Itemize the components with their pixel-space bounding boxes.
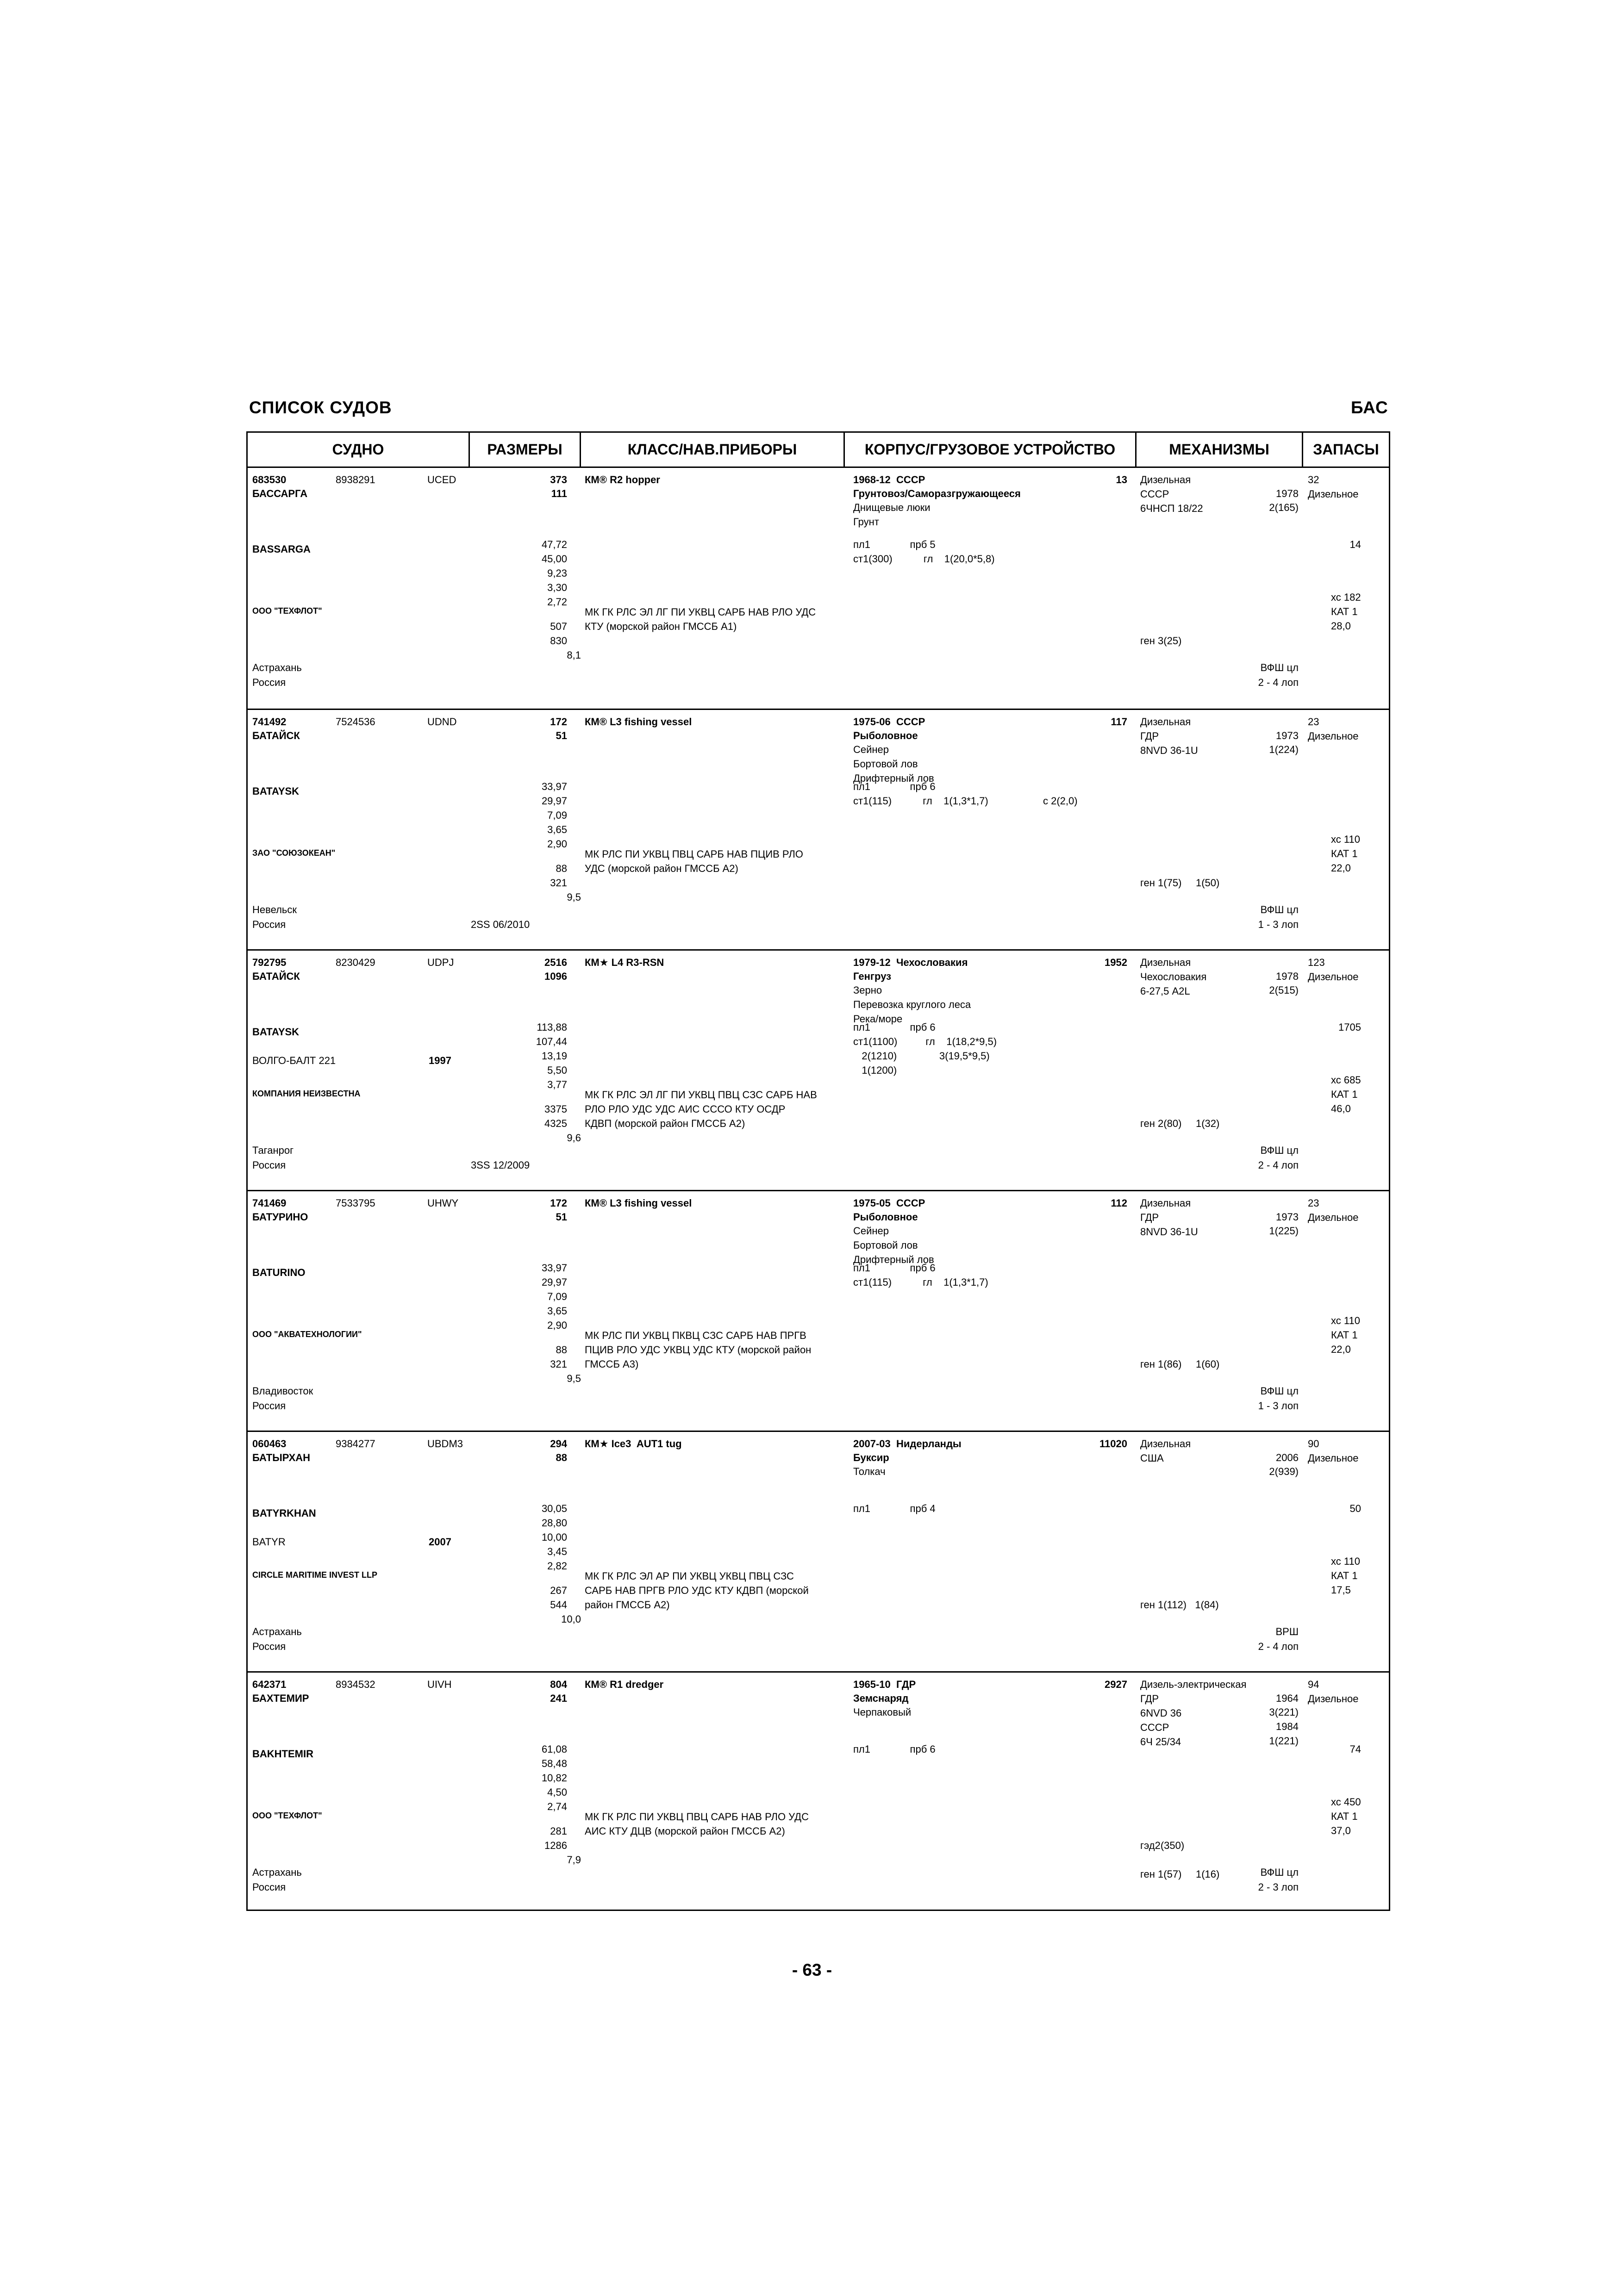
ship-name-latin: BATYRKHAN <box>252 1507 316 1519</box>
dimension-value: 2,82 <box>547 1560 567 1572</box>
engine-info: Дизельная Чехословакия 6-27,5 A2L <box>1140 957 1207 997</box>
class-notation: КМ® L3 fishing vessel <box>585 1197 692 1209</box>
dimension-value: 3,65 <box>547 1305 567 1317</box>
dimension-value: 47,72 <box>541 539 567 550</box>
ship-name: БАТАЙСК <box>252 971 300 982</box>
class-notation: КМ® R2 hopper <box>585 474 660 485</box>
port: Астрахань <box>252 662 302 673</box>
engine-info: Дизельная ГДР 8NVD 36-1U <box>1140 1197 1198 1238</box>
dimension-value: 1286 <box>544 1840 567 1851</box>
country: Россия <box>252 677 286 688</box>
blades: 2 - 4 лоп <box>1258 1159 1299 1171</box>
dimension-value: 8,1 <box>567 649 581 661</box>
dimension-value: 281 <box>550 1825 567 1837</box>
ship-name: БАТЫРХАН <box>252 1452 311 1463</box>
imo-number: 8934532 <box>336 1679 375 1690</box>
hull-decks: пл1 прб 4 <box>853 1503 936 1514</box>
ship-name-latin: BATAYSK <box>252 785 300 797</box>
engine-info: Дизельная СССР 6ЧНСП 18/22 <box>1140 474 1203 514</box>
dimension-value: 830 <box>550 635 567 647</box>
owner: ООО "ТЕХФЛОТ" <box>252 1811 322 1820</box>
nav-equipment: МК ГК РЛС ЭЛ ЛГ ПИ УКВЦ САРБ НАВ РЛО УДС КТУ (морской район ГМССБ A1) <box>585 606 816 632</box>
hull-number: 112 <box>1111 1197 1127 1209</box>
blades: 1 - 3 лоп <box>1258 1400 1299 1412</box>
engine-power: 2(165) <box>1269 502 1299 513</box>
hull-number: 13 <box>1116 474 1127 485</box>
call-sign: UHWY <box>427 1197 459 1209</box>
col-ship: СУДНО <box>248 433 470 468</box>
ship-record <box>248 949 1389 1190</box>
hull-description: Черпаковый <box>853 1706 912 1718</box>
dimension-value: 507 <box>550 621 567 632</box>
dimension-value: 29,97 <box>541 1276 567 1288</box>
dimension-value: 107,44 <box>536 1036 567 1047</box>
dimension-value: 10,0 <box>561 1613 581 1625</box>
dimension-value: 3,45 <box>547 1546 567 1557</box>
generators: ген 1(86) 1(60) <box>1140 1358 1220 1370</box>
port: Невельск <box>252 904 297 915</box>
reg-number: 741492 <box>252 716 287 728</box>
hull-number: 1952 <box>1105 957 1127 968</box>
survey: 3SS 12/2009 <box>471 1159 530 1171</box>
hull-type: Буксир <box>853 1452 889 1463</box>
call-sign: UDPJ <box>427 957 454 968</box>
dimension-value: 5,50 <box>547 1064 567 1076</box>
ship-record <box>248 1190 1389 1431</box>
engine-year: 1978 <box>1276 971 1299 982</box>
dimension-value: 88 <box>556 863 567 874</box>
supply-details: хс 685 КАТ 1 46,0 <box>1331 1074 1361 1114</box>
fuel-type: 123 Дизельное <box>1308 957 1359 983</box>
generators: ген 1(75) 1(50) <box>1140 877 1220 889</box>
dimension-value: 544 <box>550 1599 567 1611</box>
blades: 1 - 3 лоп <box>1258 919 1299 930</box>
survey: 2SS 06/2010 <box>471 919 530 930</box>
ship-record <box>248 1431 1389 1671</box>
generators: ген 1(112) 1(84) <box>1140 1599 1219 1611</box>
hull-type: Генгруз <box>853 971 892 982</box>
dimension-value: 321 <box>550 1358 567 1370</box>
dimension-value: 10,00 <box>541 1531 567 1543</box>
hull-build: 1968-12 СССР <box>853 474 925 485</box>
class-notation: КМ® R1 dredger <box>585 1679 664 1690</box>
reg-number: 642371 <box>252 1679 287 1690</box>
dimension-value: 10,82 <box>541 1772 567 1784</box>
hull-extra: с 2(2,0) <box>1043 795 1078 807</box>
port: Астрахань <box>252 1626 302 1637</box>
ship-name-latin: BAKHTEMIR <box>252 1748 313 1760</box>
engine-info: Дизельная ГДР 8NVD 36-1U <box>1140 716 1198 756</box>
propeller: ВФШ цл <box>1260 1145 1299 1156</box>
dimension-value: 9,6 <box>567 1132 581 1144</box>
dimension-value: 7,09 <box>547 1291 567 1302</box>
ship-record <box>248 468 1389 709</box>
ship-record <box>248 1671 1389 1912</box>
dimension-value: 3,30 <box>547 582 567 593</box>
hull-description: Сейнер Бортовой лов Дрифтерный лов <box>853 1225 934 1265</box>
dimension-value: 2,74 <box>547 1801 567 1812</box>
fuel-type: 32 Дизельное <box>1308 474 1359 500</box>
dimension-value: 9,23 <box>547 567 567 579</box>
fuel-type: 23 Дизельное <box>1308 716 1359 742</box>
owner: CIRCLE MARITIME INVEST LLP <box>252 1570 377 1580</box>
col-supplies: ЗАПАСЫ <box>1303 433 1389 468</box>
hull-build: 2007-03 Нидерланды <box>853 1438 962 1450</box>
engine-year: 2006 <box>1276 1452 1299 1463</box>
reg-number: 060463 <box>252 1438 287 1450</box>
dimension-value: 88 <box>556 1344 567 1356</box>
dimension-value: 111 <box>551 488 567 499</box>
dimension-value: 2,90 <box>547 1319 567 1331</box>
country: Россия <box>252 1641 286 1652</box>
dimension-value: 172 <box>550 716 567 728</box>
supply-capacity: 74 <box>1349 1743 1361 1755</box>
ship-name: БАХТЕМИР <box>252 1692 309 1704</box>
blades: 2 - 3 лоп <box>1258 1881 1299 1893</box>
engine-power: 1(224) <box>1269 744 1299 755</box>
owner: КОМПАНИЯ НЕИЗВЕСТНА <box>252 1089 361 1098</box>
owner: ООО "ТЕХФЛОТ" <box>252 606 322 616</box>
hull-description: Днищевые люки Грунт <box>853 502 931 528</box>
hull-number: 117 <box>1111 716 1127 728</box>
imo-number: 8230429 <box>336 957 375 968</box>
engine-power: 2(515) <box>1269 984 1299 996</box>
dimension-value: 172 <box>550 1197 567 1209</box>
dimension-value: 29,97 <box>541 795 567 807</box>
nav-equipment: МК ГК РЛС ПИ УКВЦ ПВЦ САРБ НАВ РЛО УДС АИС КТУ ДЦВ (морской район ГМССБ A2) <box>585 1811 809 1837</box>
dimension-value: 294 <box>550 1438 567 1450</box>
dimension-value: 241 <box>550 1692 567 1704</box>
dimension-value: 88 <box>556 1452 567 1463</box>
former-name-year: 2007 <box>429 1536 451 1548</box>
fuel-type: 23 Дизельное <box>1308 1197 1359 1223</box>
generators: ген 3(25) <box>1140 635 1182 647</box>
engine-power: 2(939) <box>1269 1466 1299 1477</box>
dimension-value: 33,97 <box>541 781 567 792</box>
engine-year: 1978 <box>1276 488 1299 499</box>
dimension-value: 7,9 <box>567 1854 581 1866</box>
supply-capacity: 50 <box>1349 1503 1361 1514</box>
col-machinery: МЕХАНИЗМЫ <box>1137 433 1303 468</box>
hull-decks: пл1 прб 6 ст1(115) гл 1(1,3*1,7) <box>853 1262 988 1288</box>
former-name: ВОЛГО-БАЛТ 221 <box>252 1055 336 1066</box>
propeller: ВФШ цл <box>1260 1385 1299 1397</box>
blades: 2 - 4 лоп <box>1258 677 1299 688</box>
dimension-value: 373 <box>550 474 567 485</box>
page-number: - 63 - <box>792 1960 832 1979</box>
dimension-value: 1096 <box>544 971 567 982</box>
hull-decks: пл1 прб 5 ст1(300) гл 1(20,0*5,8) <box>853 539 995 565</box>
hull-description: Зерно Перевозка круглого леса Река/море <box>853 984 971 1025</box>
dimension-value: 113,88 <box>537 1021 567 1033</box>
port: Таганрог <box>252 1145 294 1156</box>
dimension-value: 2,72 <box>547 596 567 608</box>
dimension-value: 33,97 <box>541 1262 567 1274</box>
supply-details: хс 450 КАТ 1 37,0 <box>1331 1796 1361 1836</box>
dimension-value: 3375 <box>544 1103 567 1115</box>
ship-record <box>248 709 1389 949</box>
country: Россия <box>252 1881 286 1893</box>
call-sign: UBDM3 <box>427 1438 463 1450</box>
call-sign: UIVH <box>427 1679 452 1690</box>
ship-name: БАТУРИНО <box>252 1211 308 1223</box>
ship-name-latin: BATURINO <box>252 1267 306 1278</box>
col-class: КЛАСС/НАВ.ПРИБОРЫ <box>581 433 845 468</box>
generators: гэд2(350) ген 1(57) 1(16) <box>1140 1840 1220 1880</box>
former-name-year: 1997 <box>429 1055 451 1066</box>
hull-number: 11020 <box>1099 1438 1127 1450</box>
dimension-value: 51 <box>556 730 567 741</box>
imo-number: 7524536 <box>336 716 375 728</box>
engine-year: 1973 <box>1276 1211 1299 1223</box>
propeller: ВРШ <box>1275 1626 1299 1637</box>
hull-decks: пл1 прб 6 ст1(115) гл 1(1,3*1,7) <box>853 781 988 807</box>
class-notation: КМ® L3 fishing vessel <box>585 716 692 728</box>
imo-number: 7533795 <box>336 1197 375 1209</box>
hull-number: 2927 <box>1105 1679 1127 1690</box>
port: Астрахань <box>252 1867 302 1878</box>
dimension-value: 9,5 <box>567 1373 581 1384</box>
dimension-value: 58,48 <box>541 1758 567 1769</box>
hull-description: Сейнер Бортовой лов Дрифтерный лов <box>853 744 934 784</box>
dimension-value: 2516 <box>544 957 567 968</box>
hull-type: Земснаряд <box>853 1692 909 1704</box>
nav-equipment: МК РЛС ПИ УКВЦ ПКВЦ СЗС САРБ НАВ ПРГВ ПЦИВ РЛО УДС УКВЦ УДС КТУ (морской район ГМССБ A3) <box>585 1330 812 1370</box>
hull-decks: пл1 прб 6 ст1(1100) гл 1(18,2*9,5) 2(1210) 3(19,5*9,5) 1(1200) <box>853 1021 997 1076</box>
dimension-value: 9,5 <box>567 891 581 903</box>
class-notation: КМ★ L4 R3-RSN <box>585 957 664 968</box>
supply-details: хс 182 КАТ 1 28,0 <box>1331 591 1361 632</box>
supply-details: хс 110 КАТ 1 22,0 <box>1331 1315 1360 1355</box>
call-sign: UCED <box>427 474 456 485</box>
hull-type: Рыболовное <box>853 1211 918 1223</box>
engine-power: 3(221) 1984 1(221) <box>1269 1706 1299 1747</box>
ship-name-latin: BATAYSK <box>252 1026 300 1038</box>
nav-equipment: МК ГК РЛС ЭЛ АР ПИ УКВЦ УКВЦ ПВЦ СЗС САРБ НАВ ПРГВ РЛО УДС КТУ КДВП (морской район ГМССБ A2) <box>585 1570 809 1611</box>
dimension-value: 267 <box>550 1585 567 1596</box>
ship-name-latin: BASSARGA <box>252 543 311 555</box>
document-title: СПИСОК СУДОВ <box>249 398 392 417</box>
hull-decks: пл1 прб 6 <box>853 1743 936 1755</box>
dimension-value: 2,90 <box>547 838 567 850</box>
supply-capacity: 14 <box>1349 539 1361 550</box>
dimension-value: 45,00 <box>541 553 567 565</box>
ship-name: БАССАРГА <box>252 488 308 499</box>
supply-details: хс 110 КАТ 1 17,5 <box>1331 1556 1360 1596</box>
engine-info: Дизель-электрическая ГДР 6NVD 36 СССР 6Ч 25/34 <box>1140 1679 1247 1748</box>
ship-table <box>246 431 1390 1911</box>
ship-name: БАТАЙСК <box>252 730 300 741</box>
dimension-value: 3,77 <box>547 1079 567 1090</box>
col-dimensions: РАЗМЕРЫ <box>470 433 581 468</box>
hull-build: 1975-05 СССР <box>853 1197 925 1209</box>
imo-number: 9384277 <box>336 1438 375 1450</box>
propeller: ВФШ цл <box>1260 904 1299 915</box>
propeller: ВФШ цл <box>1260 662 1299 673</box>
supply-details: хс 110 КАТ 1 22,0 <box>1331 834 1360 874</box>
dimension-value: 4,50 <box>547 1786 567 1798</box>
port: Владивосток <box>252 1385 313 1397</box>
owner: ЗАО "СОЮЗОКЕАН" <box>252 848 336 858</box>
dimension-value: 61,08 <box>541 1743 567 1755</box>
dimension-value: 4325 <box>544 1118 567 1129</box>
nav-equipment: МК ГК РЛС ЭЛ ЛГ ПИ УКВЦ ПВЦ СЗС САРБ НАВ РЛО РЛО УДС УДС АИС СССО КТУ ОСДР КДВП (морской район ГМССБ A2) <box>585 1089 817 1129</box>
hull-build: 1975-06 СССР <box>853 716 925 728</box>
engine-power: 1(225) <box>1269 1225 1299 1237</box>
reg-number: 792795 <box>252 957 287 968</box>
supply-capacity: 1705 <box>1338 1021 1361 1033</box>
country: Россия <box>252 1159 286 1171</box>
dimension-value: 3,65 <box>547 824 567 835</box>
generators: ген 2(80) 1(32) <box>1140 1118 1220 1129</box>
imo-number: 8938291 <box>336 474 375 485</box>
class-notation: КМ★ Ice3 AUT1 tug <box>585 1438 682 1450</box>
blades: 2 - 4 лоп <box>1258 1641 1299 1652</box>
country: Россия <box>252 919 286 930</box>
hull-type: Грунтовоз/Саморазгружающееся <box>853 488 1021 499</box>
engine-info: Дизельная США <box>1140 1438 1191 1464</box>
reg-number: 741469 <box>252 1197 287 1209</box>
call-sign: UDND <box>427 716 457 728</box>
hull-build: 1979-12 Чехословакия <box>853 957 968 968</box>
section-code: БАС <box>1351 398 1388 417</box>
hull-type: Рыболовное <box>853 730 918 741</box>
owner: ООО "АКВАТЕХНОЛОГИИ" <box>252 1330 362 1339</box>
dimension-value: 804 <box>550 1679 567 1690</box>
country: Россия <box>252 1400 286 1412</box>
reg-number: 683530 <box>252 474 287 485</box>
engine-year: 1964 <box>1276 1692 1299 1704</box>
dimension-value: 321 <box>550 877 567 889</box>
engine-year: 1973 <box>1276 730 1299 741</box>
fuel-type: 94 Дизельное <box>1308 1679 1359 1705</box>
dimension-value: 28,80 <box>541 1517 567 1529</box>
nav-equipment: МК РЛС ПИ УКВЦ ПВЦ САРБ НАВ ПЦИВ РЛО УДС (морской район ГМССБ A2) <box>585 848 803 874</box>
propeller: ВФШ цл <box>1260 1867 1299 1878</box>
dimension-value: 30,05 <box>541 1503 567 1514</box>
former-name: BATYR <box>252 1536 286 1548</box>
hull-description: Толкач <box>853 1466 886 1477</box>
dimension-value: 51 <box>556 1211 567 1223</box>
fuel-type: 90 Дизельное <box>1308 1438 1359 1464</box>
col-hull: КОРПУС/ГРУЗОВОЕ УСТРОЙСТВО <box>845 433 1137 468</box>
hull-build: 1965-10 ГДР <box>853 1679 916 1690</box>
dimension-value: 13,19 <box>541 1050 567 1062</box>
dimension-value: 7,09 <box>547 809 567 821</box>
